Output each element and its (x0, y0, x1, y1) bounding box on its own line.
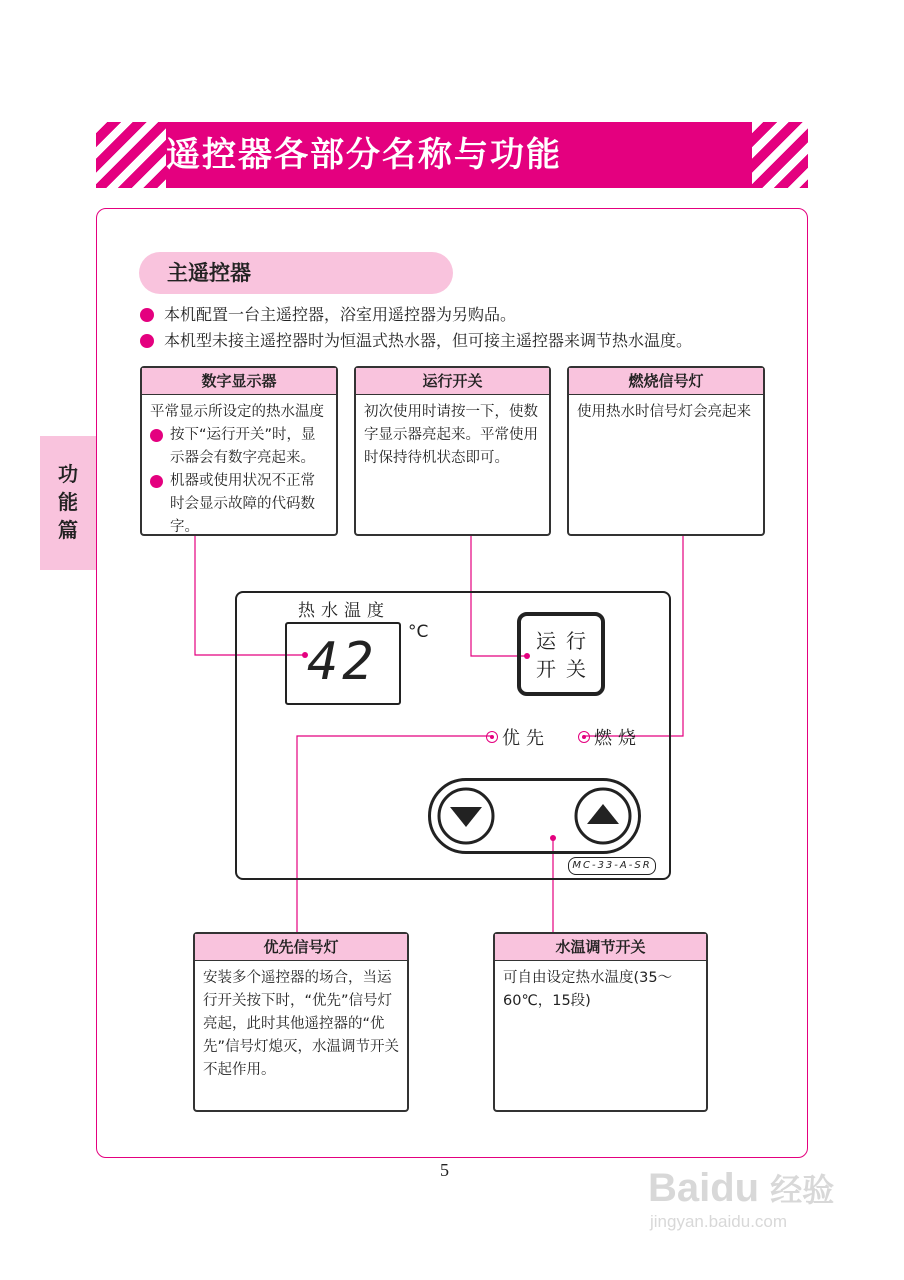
callout-title: 优先信号灯 (195, 934, 407, 961)
callout-text: 初次使用时请按一下，使数字显示器亮起来。平常使用时保持待机状态即可。 (364, 404, 538, 466)
callout-text: 安装多个遥控器的场合，当运行开关按下时，“优先”信号灯亮起，此时其他遥控器的“优先”信号灯熄灭，水温调节开关不起作用。 (203, 970, 400, 1078)
burn-indicator: 燃烧 (578, 724, 642, 750)
bullet-dot-icon (150, 429, 163, 442)
page-title: 遥控器各部分名称与功能 (166, 135, 562, 175)
bullet-dot-icon (150, 475, 163, 488)
model-label: MC-33-A-SR (568, 857, 656, 875)
callout-text: 使用热水时信号灯会亮起来 (577, 404, 751, 420)
intro-line: 本机型未接主遥控器时为恒温式热水器，但可接主遥控器来调节热水温度。 (140, 330, 692, 352)
list-item: 按下“运行开关”时，显示器会有数字亮起来。 (150, 424, 328, 470)
led-ring-icon (578, 731, 590, 743)
priority-indicator: 优先 (486, 724, 550, 750)
side-tab-char: 篇 (58, 518, 78, 542)
callout-title: 燃烧信号灯 (569, 368, 763, 395)
list-item: 机器或使用状况不正常时会显示故障的代码数字。 (150, 470, 328, 539)
side-tab-char: 功 (58, 462, 78, 486)
callout-display (140, 366, 338, 536)
callout-burn (567, 366, 765, 536)
page-number: 5 (440, 1160, 449, 1180)
unit-label: °C (408, 622, 429, 642)
up-button[interactable] (573, 786, 637, 850)
led-ring-icon (486, 731, 498, 743)
display-value: 42 (307, 632, 378, 692)
section-title: 主遥控器 (139, 252, 453, 294)
callout-title: 数字显示器 (142, 368, 336, 395)
callout-title: 水温调节开关 (495, 934, 706, 961)
digital-display (285, 622, 401, 705)
watermark: Baidu 经验 jingyan.baidu.com (648, 1166, 835, 1231)
lcd-label: 热水温度 (298, 601, 390, 621)
callout-temperature (493, 932, 708, 1112)
power-button[interactable]: 运行 开关 (517, 612, 605, 696)
callout-title: 运行开关 (356, 368, 549, 395)
callout-priority (193, 932, 409, 1112)
down-button[interactable] (436, 786, 500, 850)
callout-power (354, 366, 551, 536)
callout-text: 可自由设定热水温度(35～60℃，15段) (503, 970, 673, 1009)
intro-line: 本机配置一台主遥控器，浴室用遥控器为另购品。 (140, 304, 516, 326)
side-tab-char: 能 (58, 490, 78, 514)
callout-text: 平常显示所设定的热水温度 (150, 404, 324, 420)
